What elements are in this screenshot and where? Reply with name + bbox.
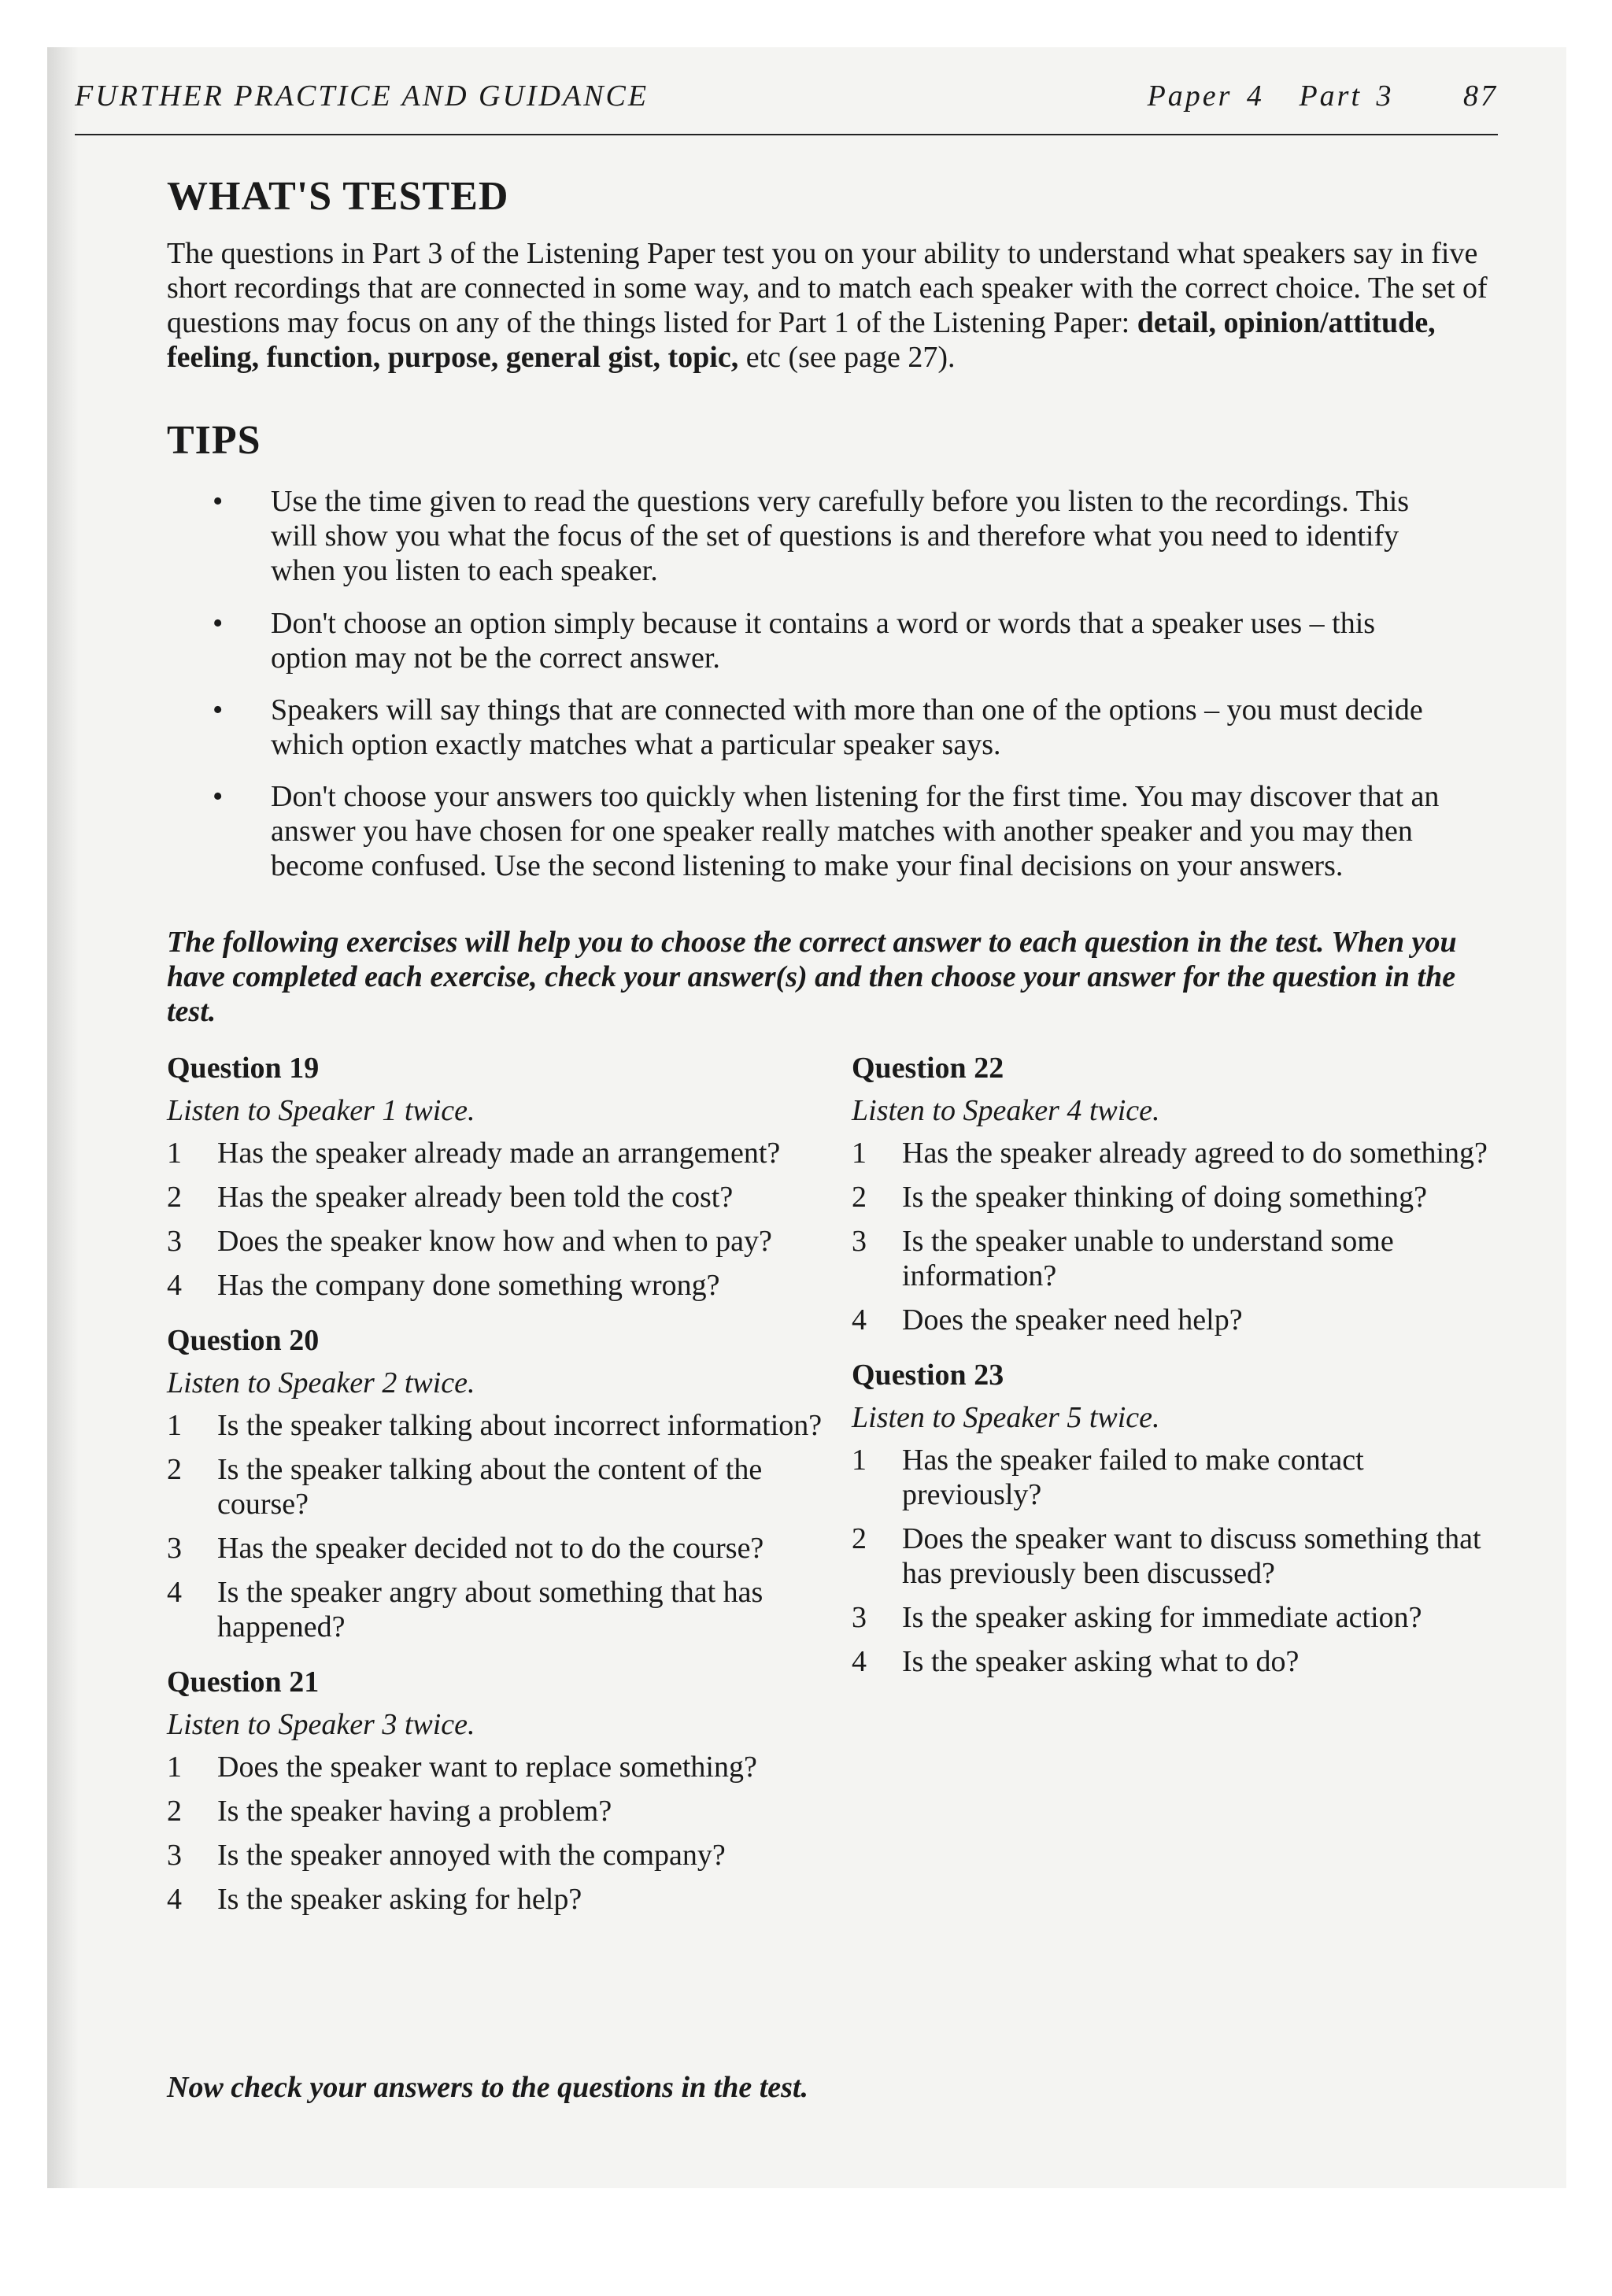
list-item bbox=[167, 1750, 836, 1784]
list-item bbox=[167, 1838, 836, 1873]
list-item bbox=[167, 1224, 836, 1259]
paper-label: Paper 4 bbox=[1147, 79, 1264, 113]
item-text: Has the company done something wrong? bbox=[217, 1269, 720, 1302]
tip-text: Use the time given to read the questions very carefully before you listen to the recordings. This will show you what the focus of the set of questions is and therefore what you need to identify when you listen to each speaker. bbox=[271, 485, 1410, 587]
tip-item bbox=[167, 693, 1451, 762]
list-item bbox=[167, 1882, 836, 1917]
whats-tested-text-1: The questions in Part 3 of the Listening Paper test you on your ability to understand what speakers say in five short recordings that are connected in some way, and to match each speaker with the correct choice. The set of questions may focus on any of the things listed for Part 1 of the Listening Paper: bbox=[167, 237, 1488, 339]
item-number: 3 bbox=[167, 1225, 182, 1258]
question-title: Question 22 bbox=[852, 1052, 1004, 1085]
question-title: Question 20 bbox=[167, 1324, 320, 1357]
item-text: Is the speaker unable to understand some information? bbox=[902, 1225, 1394, 1292]
list-item bbox=[167, 1794, 836, 1828]
item-text: Is the speaker having a problem? bbox=[217, 1795, 612, 1828]
tip-text: Speakers will say things that are connected with more than one of the options – you must decide which option exactly matches what a particular speaker says. bbox=[271, 693, 1423, 761]
item-number: 3 bbox=[852, 1225, 867, 1258]
item-text: Is the speaker talking about the content of the course? bbox=[217, 1453, 763, 1521]
list-item bbox=[852, 1521, 1497, 1591]
item-text: Does the speaker want to replace something? bbox=[217, 1751, 757, 1784]
item-number: 3 bbox=[167, 1839, 182, 1872]
question-title: Question 23 bbox=[852, 1359, 1004, 1392]
item-text: Is the speaker asking what to do? bbox=[902, 1645, 1300, 1678]
item-text: Has the speaker decided not to do the course? bbox=[217, 1532, 764, 1565]
part-label: Part 3 bbox=[1299, 79, 1394, 113]
item-text: Is the speaker talking about incorrect information? bbox=[217, 1409, 823, 1442]
header-right bbox=[1127, 79, 1498, 113]
tip-item bbox=[167, 606, 1451, 675]
bullet-icon: • bbox=[213, 607, 224, 640]
header-rule bbox=[75, 134, 1498, 135]
item-text: Does the speaker need help? bbox=[902, 1303, 1243, 1337]
question-instruction: Listen to Speaker 1 twice. bbox=[167, 1094, 475, 1127]
item-text: Is the speaker asking for immediate action? bbox=[902, 1601, 1422, 1634]
list-item bbox=[167, 1575, 836, 1644]
item-number: 3 bbox=[852, 1601, 867, 1634]
question-instruction: Listen to Speaker 2 twice. bbox=[167, 1366, 475, 1399]
item-number: 1 bbox=[167, 1409, 182, 1442]
section-title: FURTHER PRACTICE AND GUIDANCE bbox=[75, 79, 649, 113]
item-text: Has the speaker already been told the cost? bbox=[217, 1181, 734, 1214]
exercise-intro: The following exercises will help you to choose the correct answer to each question in the test. When you have completed each exercise, check your answer(s) and then choose your answer for the question in the test. bbox=[167, 926, 1457, 1028]
item-number: 2 bbox=[167, 1453, 182, 1486]
whats-tested-bold-terms: detail, opinion/attitude, feeling, function, purpose, general gist, topic, bbox=[167, 306, 1436, 374]
item-number: 1 bbox=[167, 1751, 182, 1784]
list-item bbox=[167, 1268, 836, 1303]
tips-heading: TIPS bbox=[167, 418, 261, 463]
closing-instruction: Now check your answers to the questions in the test. bbox=[167, 2071, 808, 2104]
whats-tested-text-2: etc (see page 27). bbox=[738, 341, 956, 374]
whats-tested-text bbox=[167, 236, 1497, 375]
whats-tested-heading: WHAT'S TESTED bbox=[167, 174, 509, 219]
item-number: 4 bbox=[852, 1303, 867, 1337]
list-item bbox=[167, 1408, 836, 1443]
item-number: 4 bbox=[852, 1645, 867, 1678]
item-number: 4 bbox=[167, 1883, 182, 1916]
item-number: 4 bbox=[167, 1269, 182, 1302]
list-item bbox=[167, 1531, 836, 1566]
item-number: 2 bbox=[852, 1522, 867, 1555]
item-number: 1 bbox=[852, 1137, 867, 1170]
item-number: 2 bbox=[852, 1181, 867, 1214]
item-text: Has the speaker already made an arrangement? bbox=[217, 1137, 781, 1170]
list-item bbox=[852, 1644, 1497, 1679]
question-instruction: Listen to Speaker 3 twice. bbox=[167, 1708, 475, 1741]
list-item bbox=[852, 1136, 1497, 1170]
question-instruction: Listen to Speaker 5 twice. bbox=[852, 1401, 1160, 1434]
bullet-icon: • bbox=[213, 780, 224, 813]
item-number: 2 bbox=[167, 1181, 182, 1214]
item-number: 3 bbox=[167, 1532, 182, 1565]
question-title: Question 19 bbox=[167, 1052, 320, 1085]
tip-item bbox=[167, 484, 1451, 588]
item-text: Does the speaker want to discuss something that has previously been discussed? bbox=[902, 1522, 1481, 1590]
list-item bbox=[852, 1180, 1497, 1215]
tip-text: Don't choose your answers too quickly when listening for the first time. You may discover that an answer you have chosen for one speaker really matches with another speaker and you may then become confused. Use the second listening to make your final decisions on your answers. bbox=[271, 780, 1440, 882]
item-text: Is the speaker angry about something that has happened? bbox=[217, 1576, 763, 1643]
list-item bbox=[167, 1180, 836, 1215]
item-text: Is the speaker thinking of doing something? bbox=[902, 1181, 1427, 1214]
questions-left-column bbox=[167, 1051, 836, 1926]
bullet-icon: • bbox=[213, 485, 224, 518]
item-number: 2 bbox=[167, 1795, 182, 1828]
list-item bbox=[167, 1452, 836, 1521]
question-title: Question 21 bbox=[167, 1666, 320, 1699]
question-instruction: Listen to Speaker 4 twice. bbox=[852, 1094, 1160, 1127]
item-text: Has the speaker failed to make contact previously? bbox=[902, 1444, 1364, 1511]
item-number: 1 bbox=[852, 1444, 867, 1477]
questions-right-column bbox=[852, 1051, 1497, 1688]
bullet-icon: • bbox=[213, 693, 224, 727]
item-text: Is the speaker asking for help? bbox=[217, 1883, 582, 1916]
list-item bbox=[852, 1224, 1497, 1293]
item-text: Is the speaker annoyed with the company? bbox=[217, 1839, 726, 1872]
page-number: 87 bbox=[1463, 79, 1498, 113]
item-text: Does the speaker know how and when to pay? bbox=[217, 1225, 772, 1258]
item-text: Has the speaker already agreed to do something? bbox=[902, 1137, 1488, 1170]
list-item bbox=[852, 1443, 1497, 1512]
item-number: 1 bbox=[167, 1137, 182, 1170]
tip-text: Don't choose an option simply because it contains a word or words that a speaker uses – this option may not be the correct answer. bbox=[271, 607, 1376, 675]
running-header bbox=[75, 79, 1498, 126]
item-number: 4 bbox=[167, 1576, 182, 1609]
list-item bbox=[167, 1136, 836, 1170]
tip-item bbox=[167, 779, 1451, 883]
list-item bbox=[852, 1600, 1497, 1635]
list-item bbox=[852, 1303, 1497, 1337]
